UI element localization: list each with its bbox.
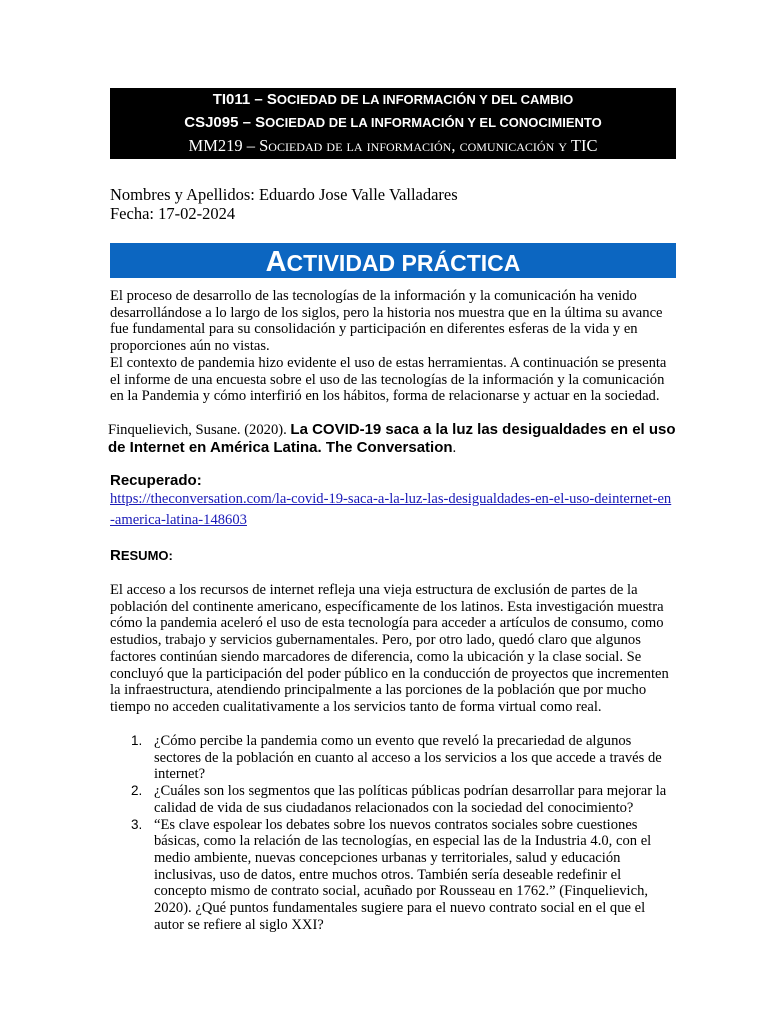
activity-title-banner bbox=[110, 243, 676, 278]
course-line-mm219 bbox=[110, 134, 676, 157]
course-title-initial: S bbox=[255, 114, 266, 131]
student-info bbox=[110, 185, 458, 223]
submission-date: Fecha: 17-02-2024 bbox=[110, 204, 236, 223]
intro-paragraph-1: El proceso de desarrollo de las tecnologías de la información y la comunicación ha venido desarrollándose a lo largo de los siglos, pero la historia nos muestra que en la última su avance fue fundamental para su consolidación y participación en diferentes esferas de la vida y en proporciones aún no vistas. bbox=[110, 288, 663, 355]
source-link[interactable]: https://theconversation.com/la-covid-19-saca-a-la-luz-las-desigualdades-en-el-uso-deinternet-en-america-latina-148603 bbox=[110, 491, 672, 528]
course-code: CSJ095 – bbox=[184, 114, 256, 131]
list-item bbox=[110, 817, 676, 934]
course-header bbox=[110, 88, 676, 159]
intro-paragraph-2: El contexto de pandemia hizo evidente el uso de estas herramientas. A continuación se presenta el informe de una encuesta sobre el uso de las tecnologías de la información y la comunicación en la Pandemia y cómo interfirió en los hábitos, forma de relacionarse y actuar en la sociedad. bbox=[110, 354, 667, 405]
course-line-csj095 bbox=[110, 111, 676, 134]
question-list bbox=[110, 733, 676, 933]
list-item bbox=[110, 733, 676, 783]
title-text: CTIVIDAD PRÁCTICA bbox=[286, 250, 521, 276]
question-number: 3. bbox=[131, 816, 143, 832]
course-title: OCIEDAD DE LA INFORMACIÓN Y EL CONOCIMIENTO bbox=[265, 115, 602, 130]
citation-author: Finquelievich, Susane. (2020). bbox=[108, 422, 291, 438]
course-title: MM219 – Sociedad de la información, comunicación y TIC bbox=[188, 136, 598, 155]
course-title-initial: S bbox=[266, 91, 277, 108]
student-name: Nombres y Apellidos: Eduardo Jose Valle Valladares bbox=[110, 185, 458, 204]
intro-text bbox=[110, 288, 676, 405]
resumo-text: El acceso a los recursos de internet refleja una vieja estructura de exclusión de partes de la población del continente americano, específicamente de los latinos. Esta investigación muestra cómo la pandemia aceleró el uso de esta tecnología para acceder a artículos de consumo, como estudios, trabajo y servicios gubernamentales. Pero, por otro lado, quedó claro que algunos factores continúan siendo marcadores de diferencia, como la ubicación y la clase social. Se concluyó que la participación del poder público en la conducción de proyectos que incrementen la infraestructura, atendiendo principalmente a las porciones de la población que por mucho tiempo no acceden cualitativamente a los servicios tanto de forma virtual como real. bbox=[110, 582, 669, 715]
question-text: ¿Cuáles son los segmentos que las políticas públicas podrían desarrollar para mejorar la calidad de vida de sus ciudadanos relacionados con la sociedad del conocimiento? bbox=[154, 783, 667, 816]
title-initial: A bbox=[265, 246, 287, 278]
course-title: OCIEDAD DE LA INFORMACIÓN Y DEL CAMBIO bbox=[276, 92, 574, 107]
resumo-heading bbox=[110, 547, 173, 564]
question-number: 2. bbox=[131, 783, 143, 799]
citation-end: . bbox=[452, 440, 457, 456]
heading-initial: R bbox=[110, 547, 121, 564]
citation-title: La COVID-19 saca a la luz las desigualdades en el uso de Internet en América Latina. The Conversation bbox=[108, 421, 676, 456]
heading-text: ESUMO: bbox=[120, 548, 173, 563]
recuperado-label: Recuperado: bbox=[110, 472, 202, 489]
list-item bbox=[110, 783, 676, 816]
citation bbox=[108, 421, 678, 457]
question-text: “Es clave espolear los debates sobre los nuevos contratos sociales sobre cuestiones básicas, como la relación de las tecnologías, en especial las de la Industria 4.0, con el medio ambiente, nuevas concepciones urbanas y territoriales, salud y educación inclusivas, uso de datos, entre muchos otros. También sería deseable redefinir el concepto mismo de contrato social, acuñado por Rousseau en 1762.” (Finquelievich, 2020). ¿Qué puntos fundamentales sugiere para el nuevo contrato social en el que el autor se refiere al siglo XXI? bbox=[154, 816, 652, 933]
question-text: ¿Cómo percibe la pandemia como un evento que reveló la precariedad de algunos sectores de la población en cuanto al acceso a los servicios a los que accede a través de internet? bbox=[154, 733, 662, 783]
course-code: TI011 – bbox=[212, 91, 267, 108]
question-number: 1. bbox=[131, 733, 143, 748]
course-line-ti011 bbox=[110, 88, 676, 111]
